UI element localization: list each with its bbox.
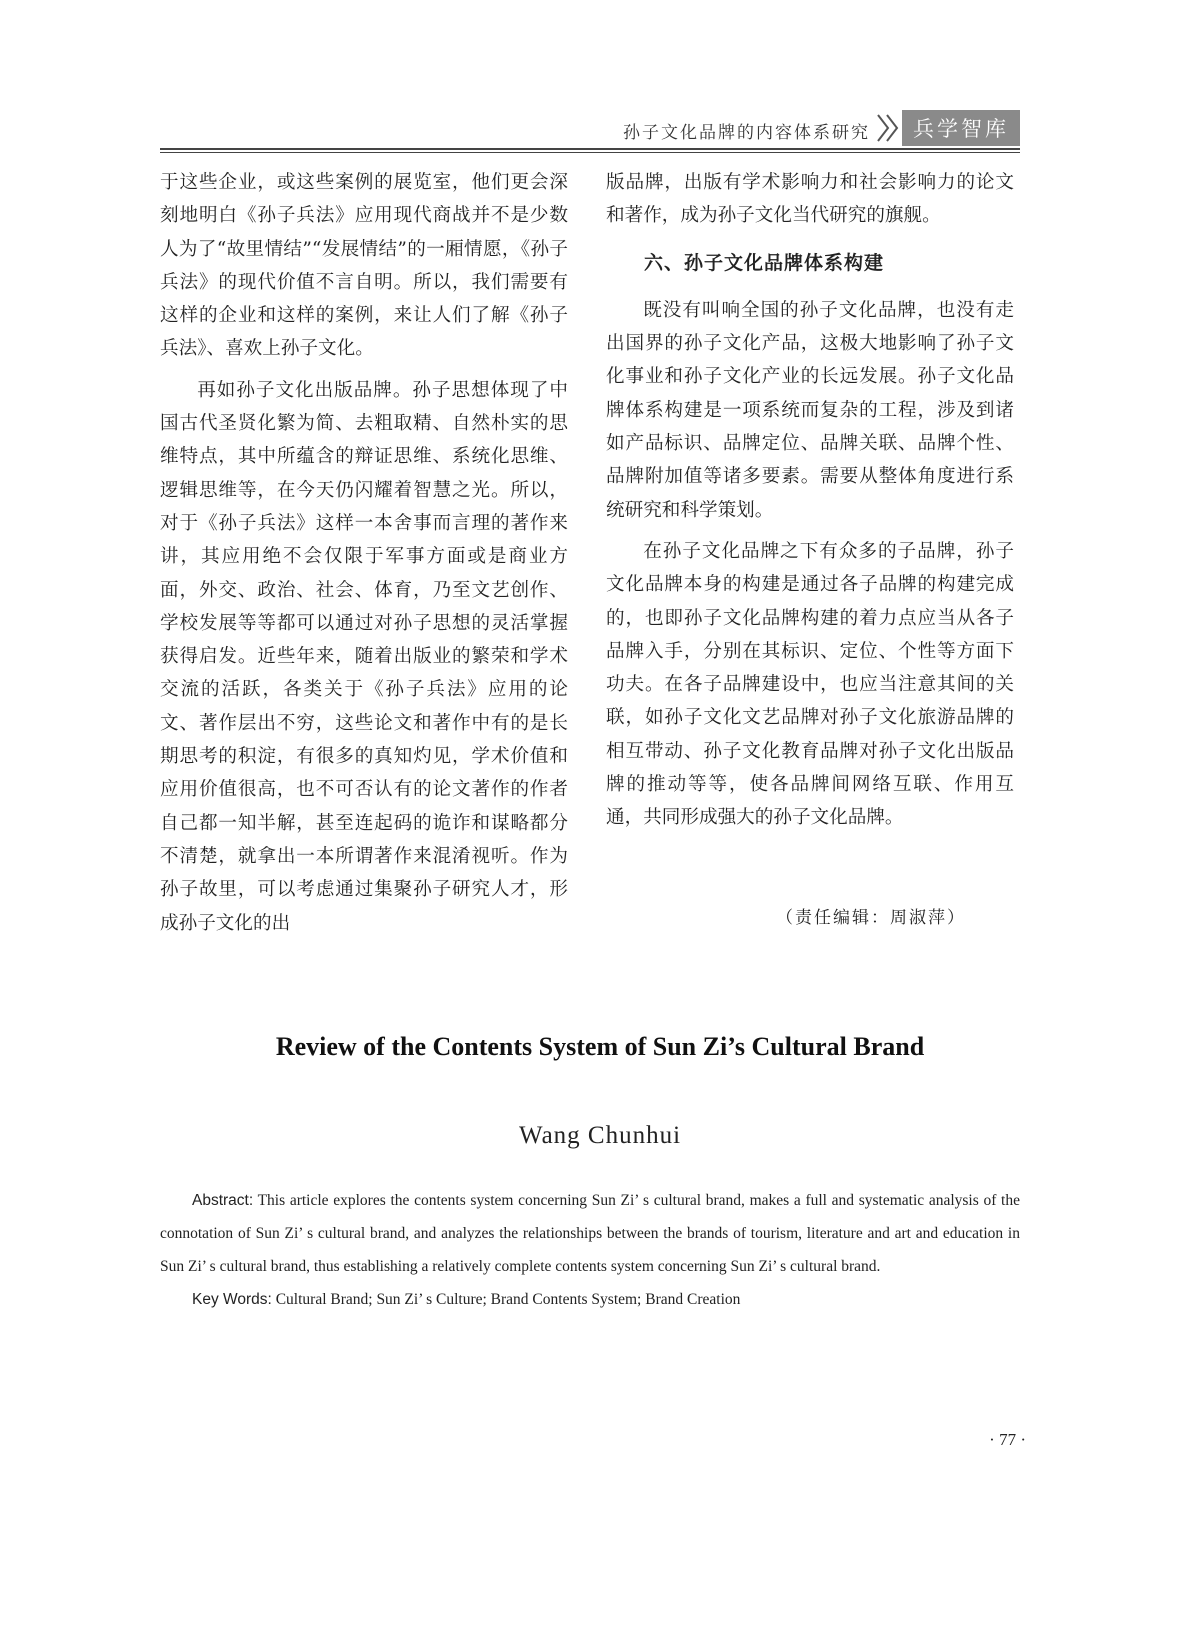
keywords-label: Key Words: [192, 1291, 272, 1308]
right-column [606, 166, 1014, 835]
section-heading: 六、孙子文化品牌体系构建 [644, 251, 885, 274]
english-title: Review of the Contents System of Sun Zi’s Cultural Brand [275, 1032, 925, 1061]
keywords-paragraph [160, 1283, 1020, 1316]
left-paragraph-1: 于这些企业，或这些案例的展览室，他们更会深刻地明白《孙子兵法》应用现代商战并不是少数人为了“故里情结”“发展情结”的一厢情愿，《孙子兵法》的现代价值不言自明。所以，我们需要有这样的企业和这样的案例，来让人们了解《孙子兵法》、喜欢上孙子文化。 [160, 172, 568, 360]
header-rule [160, 148, 1020, 150]
running-header [160, 110, 1020, 148]
right-paragraph-3: 在孙子文化品牌之下有众多的子品牌，孙子文化品牌本身的构建是通过各子品牌的构建完成的，也即孙子文化品牌构建的着力点应当从各子品牌入手，分别在其标识、定位、个性等方面下功夫。在各子品牌建设中，也应当注意其间的关联，如孙子文化文艺品牌对孙子文化旅游品牌的相互带动、孙子文化教育品牌对孙子文化出版品牌的推动等等，使各品牌间网络互联、作用互通，共同形成强大的孙子文化品牌。 [606, 540, 1014, 829]
english-abstract [160, 1184, 1020, 1316]
left-column [160, 166, 568, 940]
double-chevron-icon [874, 112, 902, 144]
section-badge: 兵学智库 [902, 110, 1020, 146]
left-paragraph-2: 再如孙子文化出版品牌。孙子思想体现了中国古代圣贤化繁为简、去粗取精、自然朴实的思维特点，其中所蕴含的辩证思维、系统化思维、逻辑思维等，在今天仍闪耀着智慧之光。所以，对于《孙子兵法》这样一本舍事而言理的著作来讲，其应用绝不会仅限于军事方面或是商业方面，外交、政治、社会、体育，乃至文艺创作、学校发展等等都可以通过对孙子思想的灵活掌握获得启发。近些年来，随着出版业的繁荣和学术交流的活跃，各类关于《孙子兵法》应用的论文、著作层出不穷，这些论文和著作中有的是长期思考的积淀，有很多的真知灼见，学术价值和应用价值很高，也不可否认有的论文著作的作者自己都一知半解，甚至连起码的诡诈和谋略都分不清楚，就拿出一本所谓著作来混淆视听。作为孙子故里，可以考虑通过集聚孙子研究人才，形成孙子文化的出 [160, 379, 568, 934]
right-paragraph-1: 版品牌，出版有学术影响力和社会影响力的论文和著作，成为孙子文化当代研究的旗舰。 [606, 172, 1014, 227]
header-rule-thin [160, 152, 1020, 153]
responsible-editor: （责任编辑：周淑萍） [776, 908, 966, 928]
page-number: · 77 · [989, 1430, 1026, 1449]
keywords-text: Cultural Brand; Sun Zi’ s Culture; Brand Contents System; Brand Creation [275, 1291, 741, 1308]
abstract-text: This article explores the contents system concerning Sun Zi’ s cultural brand, makes a full and systematic analysis of the connotation of Sun Zi’ s cultural brand, and analyzes the relationships between the brands of tourism, literature and art and education in Sun Zi’ s cultural brand, thus establishing a relatively complete contents system concerning Sun Zi’ s cultural brand. [160, 1192, 1020, 1275]
abstract-label: Abstract: [192, 1192, 254, 1209]
right-paragraph-2: 既没有叫响全国的孙子文化品牌，也没有走出国界的孙子文化产品，这极大地影响了孙子文化事业和孙子文化产业的长远发展。孙子文化品牌体系构建是一项系统而复杂的工程，涉及到诸如产品标识、品牌定位、品牌关联、品牌个性、品牌附加值等诸多要素。需要从整体角度进行系统研究和科学策划。 [606, 299, 1014, 521]
abstract-paragraph [160, 1184, 1020, 1283]
english-author: Wang Chunhui [518, 1122, 682, 1149]
running-title: 孙子文化品牌的内容体系研究 [623, 123, 870, 143]
